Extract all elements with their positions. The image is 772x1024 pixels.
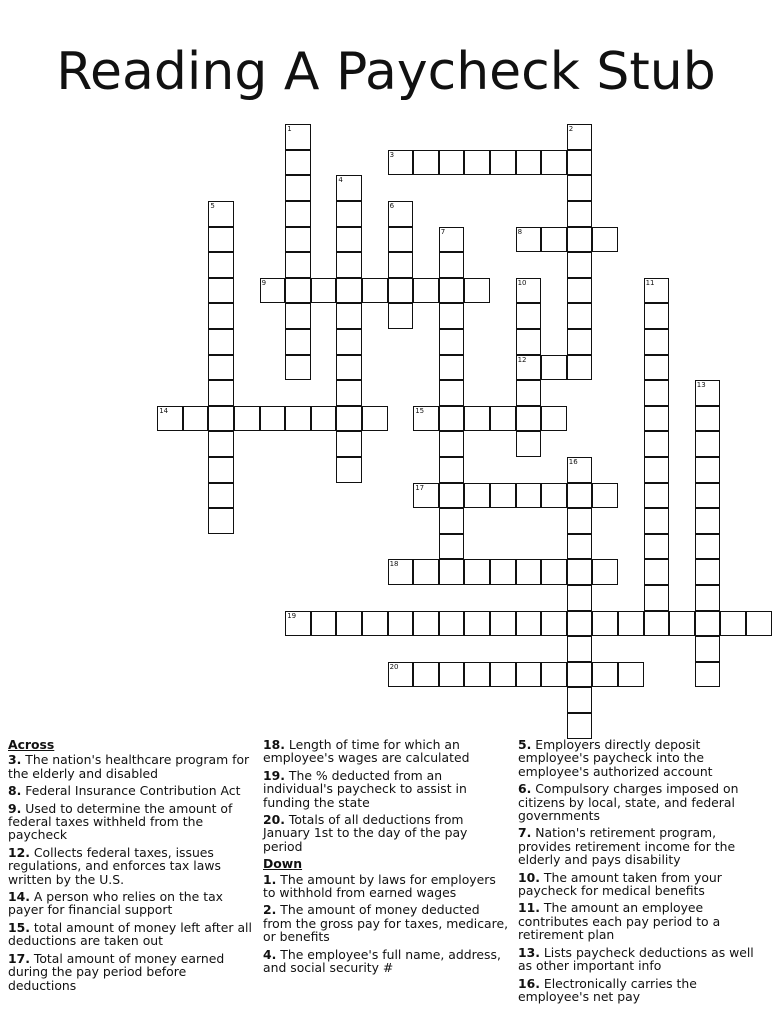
- crossword-cell[interactable]: [285, 406, 311, 432]
- clue-item: [518, 871, 764, 898]
- clue-number: 18: [389, 560, 399, 569]
- crossword-cell[interactable]: [618, 662, 644, 688]
- crossword-cell[interactable]: [388, 611, 414, 637]
- clue-number: 17: [415, 483, 425, 492]
- crossword-cell[interactable]: [464, 559, 490, 585]
- clue-item-text: The amount of money deducted from the gross pay for taxes, medicare, or benefits: [263, 902, 509, 945]
- crossword-cell[interactable]: [490, 483, 516, 509]
- crossword-cell[interactable]: [567, 508, 593, 534]
- crossword-cell[interactable]: [208, 406, 234, 432]
- crossword-cell[interactable]: [388, 227, 414, 253]
- crossword-cell[interactable]: [208, 457, 234, 483]
- crossword-cell[interactable]: [567, 534, 593, 560]
- clue-item-number: 2.: [263, 902, 277, 918]
- clue-item-number: 14.: [8, 889, 30, 905]
- clue-item: [518, 901, 764, 941]
- clue-item-text: The amount by laws for employers to withhold from earned wages: [263, 871, 496, 901]
- crossword-cell[interactable]: [439, 483, 465, 509]
- crossword-cell[interactable]: [336, 201, 362, 227]
- clue-item: [263, 873, 509, 900]
- crossword-cell[interactable]: [567, 585, 593, 611]
- crossword-cell[interactable]: [336, 355, 362, 381]
- crossword-cell[interactable]: [644, 278, 670, 304]
- clue-number: 12: [517, 355, 527, 364]
- crossword-cell[interactable]: [285, 201, 311, 227]
- clues-column-2: [263, 738, 509, 979]
- clue-number: 14: [159, 406, 169, 415]
- clue-number: 11: [645, 278, 655, 287]
- crossword-cell[interactable]: [464, 483, 490, 509]
- crossword-cell[interactable]: [516, 431, 542, 457]
- crossword-cell[interactable]: [439, 278, 465, 304]
- crossword-cell[interactable]: [388, 150, 414, 176]
- clue-item-text: The nation's healthcare program for the elderly and disabled: [8, 752, 250, 781]
- crossword-cell[interactable]: [541, 227, 567, 253]
- clue-item-number: 19.: [263, 767, 285, 783]
- crossword-cell[interactable]: [720, 611, 746, 637]
- clue-item: [8, 802, 254, 842]
- clue-item-number: 3.: [8, 752, 22, 768]
- clue-item-number: 16.: [518, 975, 540, 991]
- crossword-cell[interactable]: [464, 611, 490, 637]
- crossword-cell[interactable]: [644, 508, 670, 534]
- clue-item-text: Compulsory charges imposed on citizens by local, state, and federal governments: [518, 781, 739, 824]
- clue-item-text: Lists paycheck deductions as well as other important info: [518, 944, 754, 974]
- crossword-cell[interactable]: [618, 611, 644, 637]
- crossword-cell[interactable]: [208, 380, 234, 406]
- crossword-cell[interactable]: [388, 303, 414, 329]
- crossword-cell[interactable]: [336, 329, 362, 355]
- crossword-cell[interactable]: [362, 278, 388, 304]
- crossword-cell[interactable]: [516, 662, 542, 688]
- crossword-cell[interactable]: [541, 150, 567, 176]
- crossword-cell[interactable]: [644, 380, 670, 406]
- clue-number: 3: [389, 150, 395, 159]
- crossword-cell[interactable]: [592, 559, 618, 585]
- crossword-cell[interactable]: [439, 303, 465, 329]
- crossword-cell[interactable]: [208, 431, 234, 457]
- crossword-cell[interactable]: [567, 278, 593, 304]
- clue-item-number: 12.: [8, 844, 30, 860]
- crossword-cell[interactable]: [285, 329, 311, 355]
- crossword-cell[interactable]: [695, 636, 721, 662]
- crossword-cell[interactable]: [644, 329, 670, 355]
- crossword-cell[interactable]: [541, 611, 567, 637]
- crossword-cell[interactable]: [208, 483, 234, 509]
- clue-item-text: total amount of money left after all deductions are taken out: [8, 919, 252, 949]
- crossword-cell[interactable]: [413, 662, 439, 688]
- crossword-cell[interactable]: [260, 278, 286, 304]
- crossword-cell[interactable]: [695, 431, 721, 457]
- crossword-cell[interactable]: [336, 252, 362, 278]
- clue-section-header: Down: [263, 856, 303, 872]
- clue-item-number: 15.: [8, 919, 30, 935]
- clue-item: [263, 813, 509, 853]
- crossword-cell[interactable]: [516, 380, 542, 406]
- crossword-cell[interactable]: [695, 406, 721, 432]
- crossword-cell[interactable]: [541, 483, 567, 509]
- crossword-cell[interactable]: [311, 278, 337, 304]
- crossword-cell[interactable]: [490, 559, 516, 585]
- clue-item-text: Collects federal taxes, issues regulations, and enforces tax laws written by the U.S.: [8, 844, 221, 887]
- crossword-cell[interactable]: [567, 713, 593, 739]
- clue-item: [8, 846, 254, 886]
- clue-item-text: Total amount of money earned during the pay period before deductions: [8, 950, 225, 993]
- crossword-cell[interactable]: [336, 457, 362, 483]
- crossword-cell[interactable]: [413, 611, 439, 637]
- crossword-cell[interactable]: [336, 406, 362, 432]
- clue-item-number: 13.: [518, 944, 540, 960]
- clue-item-text: Federal Insurance Contribution Act: [21, 783, 241, 799]
- clue-item-text: Totals of all deductions from January 1st to the day of the pay period: [263, 812, 468, 854]
- crossword-cell[interactable]: [260, 406, 286, 432]
- crossword-cell[interactable]: [669, 611, 695, 637]
- clue-number: 7: [440, 227, 446, 236]
- crossword-cell[interactable]: [439, 355, 465, 381]
- page-title: Reading A Paycheck Stub: [56, 42, 716, 102]
- clue-item-number: 1.: [263, 871, 277, 887]
- crossword-cell[interactable]: [336, 303, 362, 329]
- crossword-cell[interactable]: [567, 483, 593, 509]
- clue-item-number: 9.: [8, 800, 22, 816]
- clue-number: 10: [517, 278, 527, 287]
- crossword-cell[interactable]: [567, 227, 593, 253]
- clue-item-text: The % deducted from an individual's paycheck to assist in funding the state: [263, 767, 467, 810]
- crossword-cell[interactable]: [439, 611, 465, 637]
- clue-number: 19: [287, 611, 297, 620]
- crossword-cell[interactable]: [644, 355, 670, 381]
- crossword-cell[interactable]: [567, 175, 593, 201]
- crossword-cell[interactable]: [490, 662, 516, 688]
- crossword-cell[interactable]: [285, 252, 311, 278]
- crossword-cell[interactable]: [567, 636, 593, 662]
- crossword-cell[interactable]: [208, 278, 234, 304]
- crossword-cell[interactable]: [695, 380, 721, 406]
- crossword-cell[interactable]: [592, 227, 618, 253]
- clue-item-text: The employee's full name, address, and social security #: [263, 946, 501, 976]
- crossword-cell[interactable]: [592, 662, 618, 688]
- crossword-cell[interactable]: [567, 150, 593, 176]
- crossword-cell[interactable]: [541, 355, 567, 381]
- clue-item-number: 18.: [263, 737, 285, 752]
- crossword-cell[interactable]: [285, 278, 311, 304]
- crossword-cell[interactable]: [439, 534, 465, 560]
- crossword-cell[interactable]: [336, 227, 362, 253]
- crossword-cell[interactable]: [464, 406, 490, 432]
- clue-item-number: 5.: [518, 737, 532, 752]
- crossword-cell[interactable]: [567, 329, 593, 355]
- clue-item: [263, 948, 509, 975]
- clue-item-text: Employers directly deposit employee's paycheck into the employee's authorized account: [518, 737, 713, 779]
- crossword-cell[interactable]: [644, 457, 670, 483]
- crossword-cell[interactable]: [567, 662, 593, 688]
- crossword-cell[interactable]: [413, 278, 439, 304]
- crossword-cell[interactable]: [285, 227, 311, 253]
- clue-item: [518, 738, 764, 778]
- clue-number: 9: [261, 278, 267, 287]
- crossword-cell[interactable]: [516, 355, 542, 381]
- crossword-cell[interactable]: [567, 303, 593, 329]
- clue-number: 8: [517, 227, 523, 236]
- crossword-cell[interactable]: [695, 662, 721, 688]
- crossword-cell[interactable]: [234, 406, 260, 432]
- clues-column-1: [8, 738, 254, 996]
- clue-number: 6: [389, 202, 395, 210]
- crossword-cell[interactable]: [413, 559, 439, 585]
- crossword-cell[interactable]: [644, 585, 670, 611]
- crossword-cell[interactable]: [285, 611, 311, 637]
- crossword-cell[interactable]: [644, 303, 670, 329]
- crossword-cell[interactable]: [516, 611, 542, 637]
- clue-number: 1: [287, 125, 292, 134]
- clue-item-text: Used to determine the amount of federal taxes withheld from the paycheck: [8, 800, 233, 843]
- crossword-cell[interactable]: [208, 329, 234, 355]
- crossword-cell[interactable]: [388, 252, 414, 278]
- crossword-cell[interactable]: [567, 201, 593, 227]
- crossword-cell[interactable]: [516, 150, 542, 176]
- crossword-cell[interactable]: [746, 611, 772, 637]
- crossword-cell[interactable]: [208, 303, 234, 329]
- crossword-cell[interactable]: [413, 406, 439, 432]
- crossword-cell[interactable]: [695, 585, 721, 611]
- clue-item-number: 7.: [518, 825, 532, 841]
- clue-item: [518, 782, 764, 822]
- crossword-cell[interactable]: [644, 611, 670, 637]
- clue-number: 5: [210, 202, 215, 210]
- crossword-cell[interactable]: [336, 611, 362, 637]
- crossword-cell[interactable]: [439, 227, 465, 253]
- crossword-cell[interactable]: [183, 406, 209, 432]
- crossword-cell[interactable]: [490, 150, 516, 176]
- clue-item-text: Electronically carries the employee's net pay: [518, 975, 697, 1004]
- crossword-cell[interactable]: [439, 431, 465, 457]
- crossword-cell[interactable]: [336, 431, 362, 457]
- clue-number: 4: [338, 176, 343, 185]
- crossword-cell[interactable]: [516, 227, 542, 253]
- crossword-cell[interactable]: [695, 611, 721, 637]
- clue-item-text: A person who relies on the tax payer for financial support: [8, 889, 223, 918]
- crossword-cell[interactable]: [516, 303, 542, 329]
- crossword-cell[interactable]: [388, 559, 414, 585]
- crossword-cell[interactable]: [592, 611, 618, 637]
- crossword-cell[interactable]: [567, 687, 593, 713]
- clue-item-number: 10.: [518, 869, 540, 885]
- crossword-cell[interactable]: [439, 150, 465, 176]
- crossword-cell[interactable]: [208, 508, 234, 534]
- crossword-cell[interactable]: [516, 329, 542, 355]
- crossword-cell[interactable]: [695, 559, 721, 585]
- crossword-cell[interactable]: [567, 457, 593, 483]
- crossword-cell[interactable]: [592, 483, 618, 509]
- clue-item: [518, 977, 764, 1004]
- crossword-cell[interactable]: [644, 534, 670, 560]
- crossword-cell[interactable]: [208, 227, 234, 253]
- crossword-cell[interactable]: [464, 278, 490, 304]
- crossword-cell[interactable]: [388, 201, 414, 227]
- clue-item-text: The amount taken from your paycheck for medical benefits: [518, 869, 722, 899]
- clue-item-text: Nation's retirement program, provides retirement income for the elderly and pays disability: [518, 825, 736, 868]
- crossword-cell[interactable]: [285, 175, 311, 201]
- crossword-cell[interactable]: [157, 406, 183, 432]
- clue-number: 2: [568, 125, 574, 134]
- crossword-cell[interactable]: [541, 662, 567, 688]
- crossword-cell[interactable]: [336, 175, 362, 201]
- clue-item-number: 20.: [263, 812, 285, 828]
- crossword-cell[interactable]: [439, 329, 465, 355]
- crossword-cell[interactable]: [541, 406, 567, 432]
- crossword-cell[interactable]: [567, 611, 593, 637]
- clue-item: [8, 784, 254, 797]
- crossword-cell[interactable]: [490, 406, 516, 432]
- clue-item: [8, 753, 254, 780]
- crossword-cell[interactable]: [644, 406, 670, 432]
- crossword-cell[interactable]: [208, 355, 234, 381]
- crossword-cell[interactable]: [516, 483, 542, 509]
- clue-item: [263, 738, 509, 765]
- crossword-cell[interactable]: [439, 406, 465, 432]
- crossword-cell[interactable]: [208, 201, 234, 227]
- crossword-cell[interactable]: [439, 380, 465, 406]
- clue-item-text: Length of time for which an employee's wages are calculated: [263, 737, 470, 766]
- crossword-cell[interactable]: [644, 483, 670, 509]
- crossword-cell[interactable]: [311, 406, 337, 432]
- crossword-cell[interactable]: [567, 559, 593, 585]
- clue-section-header: Across: [8, 737, 55, 752]
- clue-item-number: 4.: [263, 946, 277, 962]
- crossword-cell[interactable]: [567, 252, 593, 278]
- crossword-cell[interactable]: [362, 611, 388, 637]
- clue-item: [263, 903, 509, 943]
- clue-number: 20: [389, 662, 399, 671]
- crossword-cell[interactable]: [464, 150, 490, 176]
- clue-number: 15: [415, 406, 425, 415]
- clues-column-3: [518, 738, 764, 1007]
- clue-number: 16: [568, 458, 578, 466]
- crossword-cell[interactable]: [439, 457, 465, 483]
- clue-number: 13: [696, 381, 706, 390]
- crossword-cell[interactable]: [464, 662, 490, 688]
- clue-item-number: 11.: [518, 900, 540, 916]
- clue-item: [8, 890, 254, 917]
- crossword-cell[interactable]: [413, 483, 439, 509]
- crossword-cell[interactable]: [516, 406, 542, 432]
- clue-item-text: The amount an employee contributes each pay period to a retirement plan: [518, 900, 721, 943]
- crossword-cell[interactable]: [336, 380, 362, 406]
- crossword-cell[interactable]: [439, 662, 465, 688]
- crossword-cell[interactable]: [516, 559, 542, 585]
- crossword-cell[interactable]: [695, 483, 721, 509]
- crossword-cell[interactable]: [285, 303, 311, 329]
- crossword-cell[interactable]: [695, 457, 721, 483]
- crossword-cell[interactable]: [490, 611, 516, 637]
- crossword-cell[interactable]: [695, 508, 721, 534]
- crossword-cell[interactable]: [285, 124, 311, 150]
- clue-item: [518, 946, 764, 973]
- crossword-cell[interactable]: [439, 508, 465, 534]
- clue-item-number: 6.: [518, 781, 532, 797]
- crossword-cell[interactable]: [336, 278, 362, 304]
- crossword-cell[interactable]: [388, 278, 414, 304]
- crossword-cell[interactable]: [644, 431, 670, 457]
- crossword-cell[interactable]: [362, 406, 388, 432]
- crossword-cell[interactable]: [644, 559, 670, 585]
- crossword-cell[interactable]: [388, 662, 414, 688]
- crossword-cell[interactable]: [413, 150, 439, 176]
- crossword-cell[interactable]: [208, 252, 234, 278]
- crossword-cell[interactable]: [439, 252, 465, 278]
- clue-item-number: 17.: [8, 950, 30, 966]
- crossword-cell[interactable]: [695, 534, 721, 560]
- crossword-cell[interactable]: [541, 559, 567, 585]
- crossword-cell[interactable]: [311, 611, 337, 637]
- clue-item-number: 8.: [8, 783, 22, 799]
- clue-item: [518, 826, 764, 866]
- crossword-cell[interactable]: [439, 559, 465, 585]
- crossword-cell[interactable]: [516, 278, 542, 304]
- crossword-cell[interactable]: [567, 355, 593, 381]
- clue-item: [8, 952, 254, 992]
- clue-item: [8, 921, 254, 948]
- crossword-cell[interactable]: [285, 355, 311, 381]
- crossword-cell[interactable]: [285, 150, 311, 176]
- clue-item: [263, 769, 509, 809]
- crossword-cell[interactable]: [567, 124, 593, 150]
